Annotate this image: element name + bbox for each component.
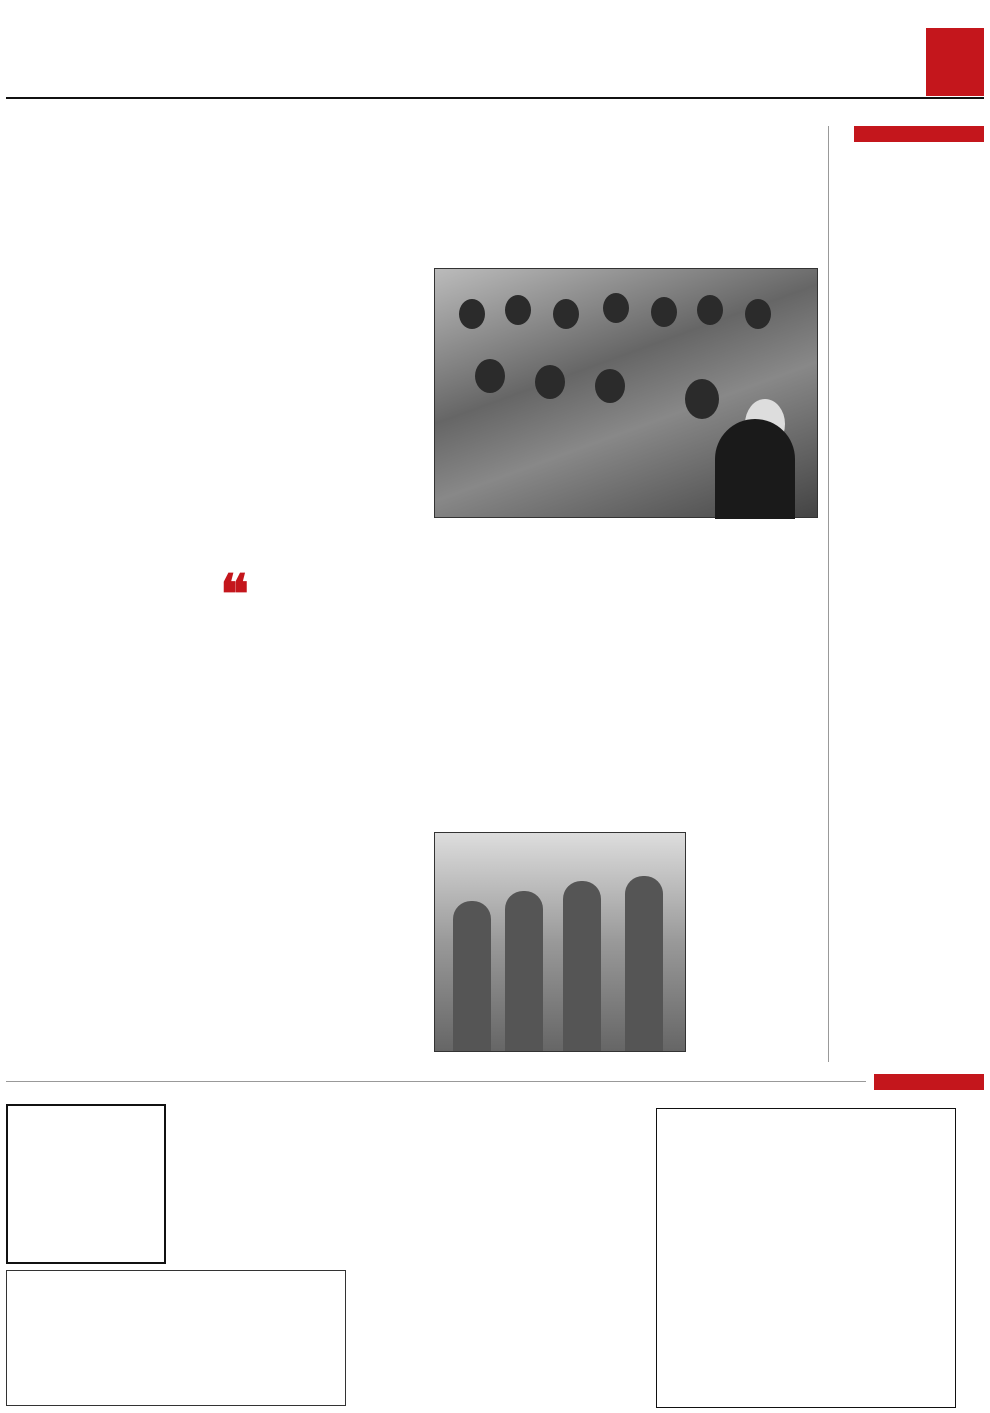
portrait-photo[interactable] [434,832,686,1052]
across-clues [390,1152,646,1322]
newspaper-logo[interactable] [926,28,984,96]
article-column [688,522,820,1062]
section-divider [6,1081,866,1082]
down-clues [390,1344,646,1410]
masthead-divider [6,97,984,99]
group-photo[interactable] [434,268,818,518]
sudoku-grid[interactable] [6,1104,166,1264]
column-divider [828,126,829,1062]
puzzle-section-tag [874,1074,984,1090]
article-column [150,720,286,1062]
article-column [6,124,144,1062]
article-column [434,522,552,822]
article-column [556,522,684,822]
article-column [292,266,426,1062]
crossword-grid[interactable] [656,1108,956,1408]
sidebar-body [830,232,982,1062]
answers-grid [6,1270,346,1406]
quote-icon: ❝ [220,562,250,626]
sidebar-tag [854,126,984,142]
article-column [150,124,286,554]
masthead [6,28,984,98]
